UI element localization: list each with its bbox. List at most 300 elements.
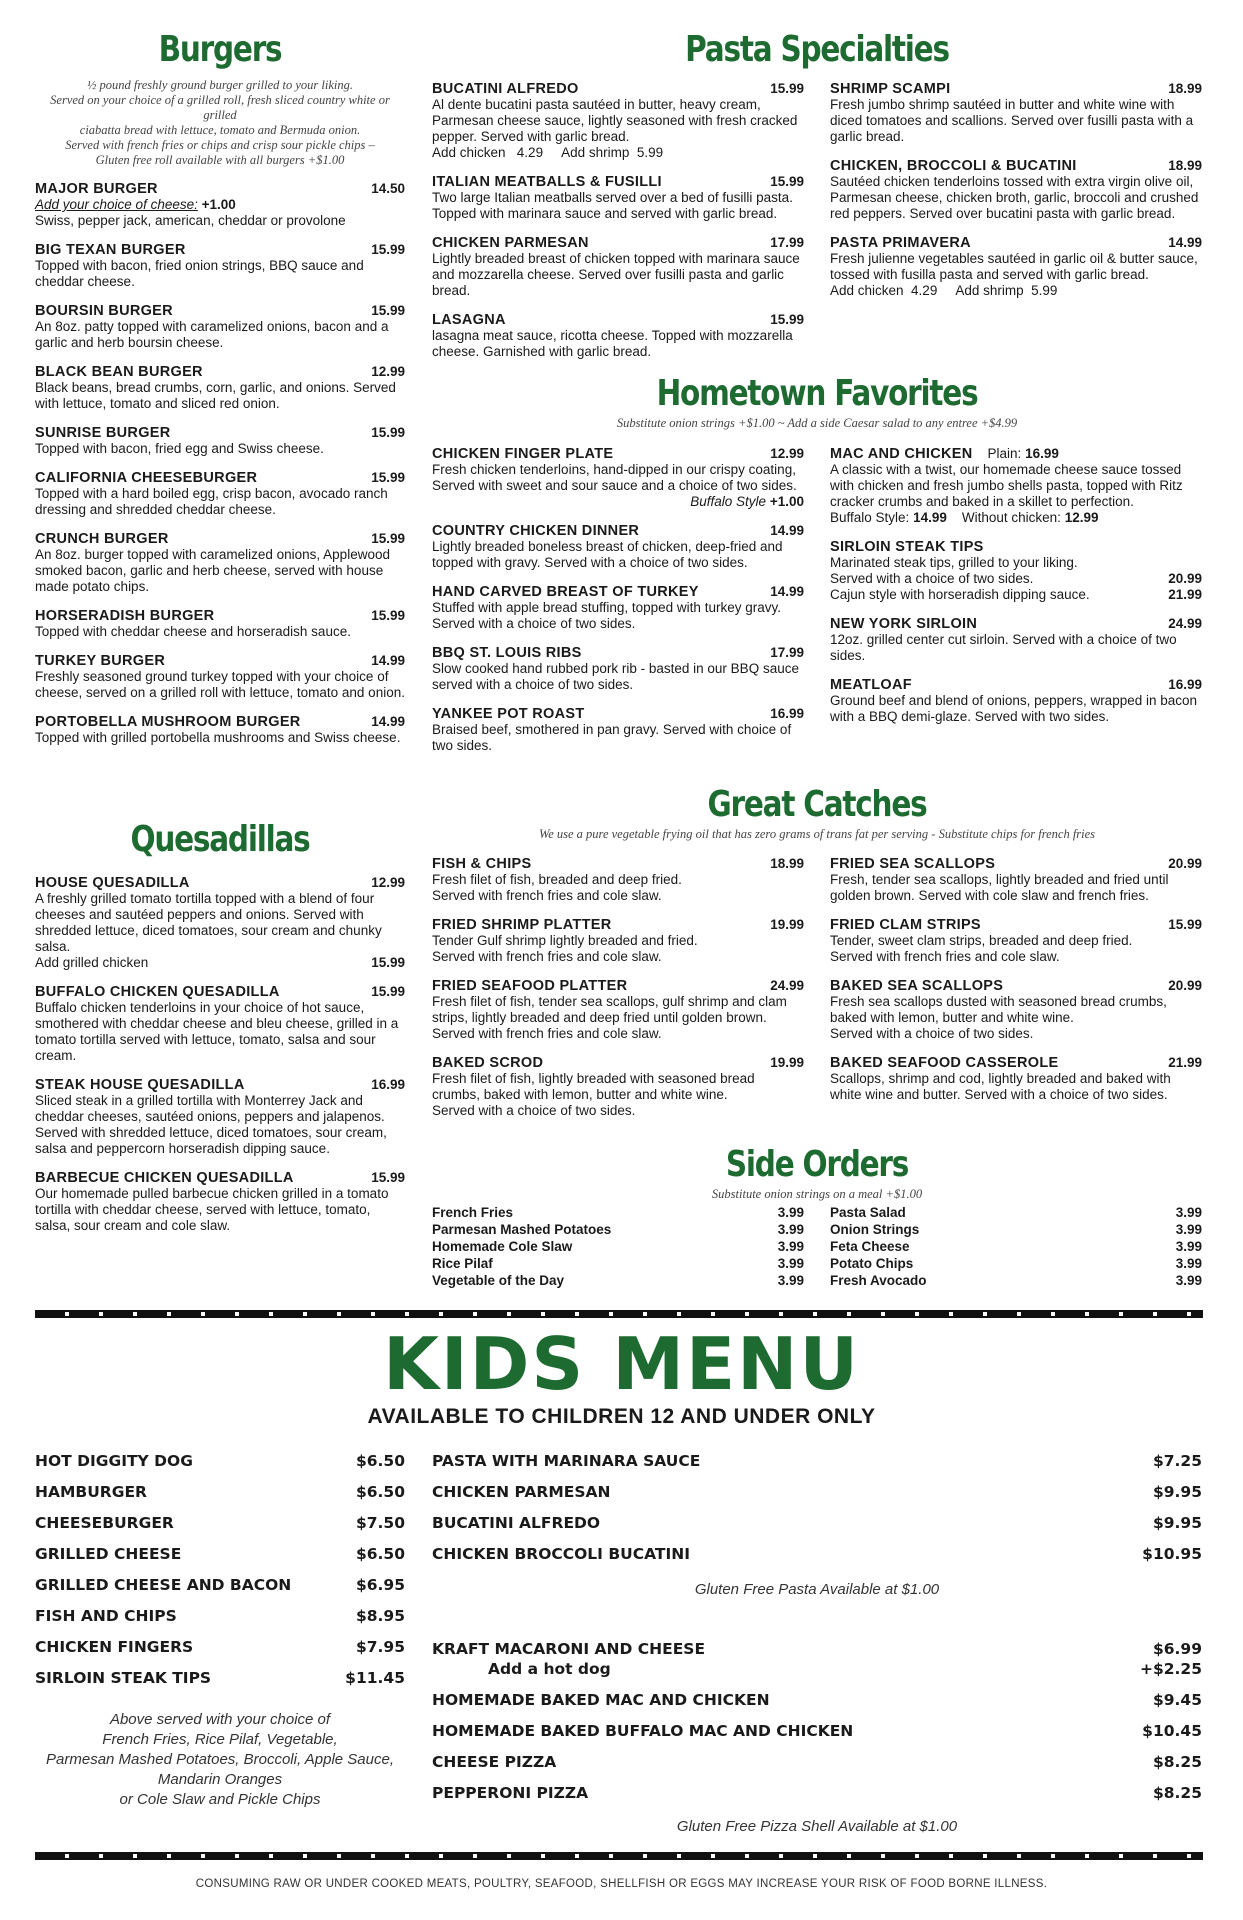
item-head	[432, 81, 804, 97]
menu-item	[830, 677, 1202, 725]
item-price: 14.99	[770, 584, 804, 599]
item-name: COUNTRY CHICKEN DINNER	[432, 523, 640, 539]
item-name: SHRIMP SCAMPI	[830, 81, 951, 97]
kids-item	[35, 1607, 405, 1638]
kid-price: $8.95	[355, 1607, 405, 1625]
side-name: Fresh Avocado	[830, 1273, 927, 1288]
kid-price: $11.45	[345, 1669, 405, 1687]
item-head	[432, 706, 804, 722]
mac-without-label: Without chicken:	[961, 510, 1061, 525]
kids-item	[35, 1638, 405, 1669]
burgers-intro	[35, 78, 405, 168]
menu-item	[432, 523, 804, 571]
item-price: 15.99	[371, 242, 405, 257]
burgers-section	[35, 28, 405, 1233]
item-head	[432, 856, 804, 872]
item-desc: A freshly grilled tomato tortilla topped with a blend of four cheeses and sautéed peppers and onions. Served with shredded lettuce, diced tomatoes, sour cream and chunky salsa.	[35, 891, 382, 954]
menu-item	[35, 608, 405, 640]
kid-price: $6.50	[355, 1545, 405, 1563]
side-name: French Fries	[432, 1205, 514, 1220]
menu-item	[432, 856, 804, 904]
item-name: FRIED SEAFOOD PLATTER	[432, 978, 628, 994]
item-price: 15.99	[371, 470, 405, 485]
kids-item	[35, 1483, 405, 1514]
pasta-header	[432, 28, 1202, 72]
item-head	[432, 235, 804, 251]
item-desc: Topped with bacon, fried egg and Swiss cheese.	[35, 441, 324, 456]
item-price: 15.99	[371, 531, 405, 546]
item-desc: lasagna meat sauce, ricotta cheese. Topped with mozzarella cheese. Garnished with garlic bread.	[432, 328, 793, 359]
kids-item	[432, 1640, 1202, 1660]
divider-top	[35, 1310, 1203, 1318]
item-price: 15.99	[371, 1170, 405, 1185]
kid-price: $9.45	[1152, 1691, 1202, 1709]
menu-item	[432, 584, 804, 632]
side-name: Feta Cheese	[830, 1239, 910, 1254]
item-head	[35, 531, 405, 547]
item-desc: Fresh filet of fish, lightly breaded with seasoned bread crumbs, baked with lemon, butter and white wine.	[432, 1071, 755, 1102]
item-name: NEW YORK SIRLOIN	[830, 616, 978, 632]
item-desc-2: Served with french fries and cole slaw.	[432, 888, 662, 903]
item-name: MAC AND CHICKEN	[830, 446, 973, 462]
note-line: Above served with your choice of	[109, 1711, 331, 1728]
sides-title: Side Orders	[725, 1144, 909, 1185]
menu-item	[830, 539, 1202, 603]
item-price: 15.99	[371, 608, 405, 623]
item-desc: A classic with a twist, our homemade cheese sauce tossed with chicken and fresh jumbo shells pasta, topped with Ritz cracker crumbs and baked in a skillet to perfection.	[830, 462, 1183, 509]
item-name: FRIED CLAM STRIPS	[830, 917, 981, 933]
side-price: 3.99	[1175, 1205, 1202, 1220]
item-price: 18.99	[1168, 158, 1202, 173]
item-name: BAKED SCROD	[432, 1055, 544, 1071]
hometown-header	[432, 372, 1202, 431]
intro-line: Gluten free roll available with all burgers +$1.00	[95, 153, 345, 167]
item-head	[432, 523, 804, 539]
item-price: 18.99	[770, 856, 804, 871]
mac-plain-label: Plain:	[987, 446, 1022, 461]
quesadillas-title: Quesadillas	[130, 819, 310, 860]
item-name: BAKED SEA SCALLOPS	[830, 978, 1004, 994]
item-name: CRUNCH BURGER	[35, 531, 169, 547]
kids-title: KIDS MENU	[383, 1322, 860, 1406]
item-price: 20.99	[1168, 978, 1202, 993]
item-desc: Marinated steak tips, grilled to your liking.	[830, 555, 1078, 570]
item-price: 15.99	[371, 984, 405, 999]
item-price: 14.50	[371, 181, 405, 196]
menu-item	[35, 531, 405, 595]
item-desc: Fresh, tender sea scallops, lightly breaded and fried until golden brown. Served with cole slaw and french fries.	[830, 872, 1169, 903]
kid-name: KRAFT MACARONI AND CHEESE	[432, 1640, 706, 1658]
item-head	[35, 608, 405, 624]
item-name: PASTA PRIMAVERA	[830, 235, 971, 251]
item-desc: Tender Gulf shrimp lightly breaded and fried.	[432, 933, 698, 948]
item-name: BOURSIN BURGER	[35, 303, 173, 319]
catches-title: Great Catches	[707, 784, 927, 825]
kid-name: FISH AND CHIPS	[35, 1607, 177, 1625]
kid-price: $6.50	[355, 1452, 405, 1470]
gluten-free-pizza-note: Gluten Free Pizza Shell Available at $1.00	[676, 1818, 958, 1835]
kids-item	[432, 1452, 1202, 1483]
menu-item	[35, 425, 405, 457]
item-desc: Braised beef, smothered in pan gravy. Served with choice of two sides.	[432, 722, 792, 753]
item-price: 15.99	[770, 312, 804, 327]
item-name: SUNRISE BURGER	[35, 425, 171, 441]
item-price: 16.99	[770, 706, 804, 721]
item-head	[432, 584, 804, 600]
hometown-left-column	[432, 433, 804, 754]
item-price: 17.99	[770, 645, 804, 660]
item-head	[830, 158, 1202, 174]
menu-item	[830, 1055, 1202, 1103]
item-desc: Slow cooked hand rubbed pork rib - basted in our BBQ sauce served with a choice of two sides.	[432, 661, 799, 692]
side-price: 3.99	[777, 1239, 804, 1254]
kids-left-column	[35, 1452, 405, 1700]
intro-line: ½ pound freshly ground burger grilled to your liking.	[87, 78, 353, 92]
intro-line: ciabatta bread with lettuce, tomato and Bermuda onion.	[79, 123, 361, 137]
kid-price: $7.50	[355, 1514, 405, 1532]
item-desc-2: Served with french fries and cole slaw.	[830, 949, 1060, 964]
intro-line: Served with french fries or chips and crisp sour pickle chips –	[65, 138, 375, 152]
item-desc: Stuffed with apple bread stuffing, topped with turkey gravy. Served with a choice of two sides.	[432, 600, 781, 631]
kids-item	[35, 1452, 405, 1483]
item-name: MEATLOAF	[830, 677, 912, 693]
add-ons: Add chicken 4.29 Add shrimp 5.99	[432, 145, 664, 160]
side-price: 3.99	[777, 1222, 804, 1237]
kids-item	[35, 1545, 405, 1576]
style-price: +1.00	[769, 494, 804, 509]
item-head	[432, 917, 804, 933]
item-name: MAJOR BURGER	[35, 181, 158, 197]
mac-buffalo-label: Buffalo Style:	[830, 510, 910, 525]
item-price: 14.99	[371, 714, 405, 729]
item-price: 19.99	[770, 917, 804, 932]
item-name: CALIFORNIA CHEESEBURGER	[35, 470, 258, 486]
side-price: 3.99	[777, 1256, 804, 1271]
note-line: French Fries, Rice Pilaf, Vegetable,	[102, 1731, 338, 1748]
menu-item	[35, 1170, 405, 1234]
item-desc: Scallops, shrimp and cod, lightly breaded and baked with white wine and butter. Served with a choice of two sides.	[830, 1071, 1171, 1102]
menu-item	[432, 235, 804, 299]
pasta-title: Pasta Specialties	[685, 29, 949, 70]
item-price: 14.99	[371, 653, 405, 668]
menu-item	[432, 81, 804, 161]
item-price: 15.99	[371, 303, 405, 318]
item-desc: An 8oz. patty topped with caramelized onions, bacon and a garlic and herb boursin cheese.	[35, 319, 389, 350]
style-label: Buffalo Style	[690, 494, 767, 509]
sides-header	[432, 1143, 1202, 1202]
item-name: FRIED SHRIMP PLATTER	[432, 917, 612, 933]
menu-item	[432, 706, 804, 754]
note-line: or Cole Slaw and Pickle Chips	[119, 1791, 321, 1808]
side-price: 3.99	[777, 1273, 804, 1288]
item-name: BUFFALO CHICKEN QUESADILLA	[35, 984, 280, 1000]
side-price: 3.99	[777, 1205, 804, 1220]
kid-price: $6.95	[355, 1576, 405, 1594]
kid-name: CHICKEN PARMESAN	[432, 1483, 611, 1501]
item-head	[35, 875, 405, 891]
mac-without-price: 12.99	[1064, 510, 1099, 525]
item-desc: An 8oz. burger topped with caramelized onions, Applewood smoked bacon, garlic and herb cheese, served with house made potato chips.	[35, 547, 390, 594]
item-name: SIRLOIN STEAK TIPS	[830, 539, 984, 555]
kids-item	[432, 1722, 1202, 1753]
kid-name: CHEESE PIZZA	[432, 1753, 557, 1771]
side-item	[432, 1204, 804, 1221]
side-item	[432, 1221, 804, 1238]
item-head	[432, 978, 804, 994]
menu-item	[830, 616, 1202, 664]
side-item	[830, 1255, 1202, 1272]
item-desc: Topped with a hard boiled egg, crisp bacon, avocado ranch dressing and shredded cheddar cheese.	[35, 486, 388, 517]
item-price: 19.99	[770, 1055, 804, 1070]
item-name: BIG TEXAN BURGER	[35, 242, 186, 258]
item-desc: Fresh julienne vegetables sautéed in garlic oil & butter sauce, tossed with fusilla pasta and served with garlic bread.	[830, 251, 1198, 282]
kids-right-column	[432, 1452, 1202, 1837]
hometown-subtitle: Substitute onion strings +$1.00 ~ Add a side Caesar salad to any entree +$4.99	[616, 416, 1018, 430]
menu-item	[432, 645, 804, 693]
kids-left-note	[35, 1710, 405, 1810]
item-price: 21.99	[1168, 1055, 1202, 1070]
menu-item	[830, 81, 1202, 145]
side-price: 3.99	[1175, 1273, 1202, 1288]
add-ons: Add chicken 4.29 Add shrimp 5.99	[830, 283, 1058, 298]
sides-right-column	[830, 1204, 1202, 1289]
item-head	[35, 984, 405, 1000]
kids-subtitle: AVAILABLE TO CHILDREN 12 AND UNDER ONLY	[367, 1405, 876, 1428]
quesadillas-section	[35, 818, 405, 1234]
item-price: 15.99	[371, 425, 405, 440]
item-head	[830, 856, 1202, 872]
menu-item	[432, 174, 804, 222]
kids-item	[432, 1691, 1202, 1722]
item-price: 14.99	[1168, 235, 1202, 250]
kid-price: $10.45	[1142, 1722, 1202, 1740]
menu-item	[35, 1077, 405, 1157]
item-desc: Ground beef and blend of onions, peppers, wrapped in bacon with a BBQ demi-glaze. Served with two sides.	[830, 693, 1198, 724]
item-desc: Al dente bucatini pasta sautéed in butter, heavy cream, Parmesan cheese sauce, lightly seasoned with fresh cracked pepper. Served with garlic bread.	[432, 97, 798, 144]
item-desc: Topped with cheddar cheese and horseradish sauce.	[35, 624, 351, 639]
catches-subtitle: We use a pure vegetable frying oil that has zero grams of trans fat per serving - Substitute chips for french fries	[538, 827, 1096, 841]
side-name: Vegetable of the Day	[432, 1273, 565, 1288]
kid-name: HOMEMADE BAKED MAC AND CHICKEN	[432, 1691, 770, 1709]
item-desc: Fresh filet of fish, tender sea scallops, gulf shrimp and clam strips, lightly breaded and deep fried until golden brown.	[432, 994, 787, 1025]
item-name: BLACK BEAN BURGER	[35, 364, 203, 380]
item-price: 14.99	[770, 523, 804, 538]
kid-price: $9.95	[1152, 1483, 1202, 1501]
item-price: 24.99	[770, 978, 804, 993]
item-name: HAND CARVED BREAST OF TURKEY	[432, 584, 699, 600]
item-name: HORSERADISH BURGER	[35, 608, 215, 624]
item-head	[35, 181, 405, 197]
kids-item	[432, 1784, 1202, 1815]
cheese-choice-label: Add your choice of cheese:	[35, 197, 198, 212]
item-price: 20.99	[1168, 856, 1202, 871]
mac-plain-price: 16.99	[1025, 446, 1059, 461]
item-name: ITALIAN MEATBALLS & FUSILLI	[432, 174, 662, 190]
item-desc-2: Served with french fries and cole slaw.	[432, 949, 662, 964]
side-name: Rice Pilaf	[432, 1256, 493, 1271]
item-head	[35, 1170, 405, 1186]
kid-name: CHICKEN BROCCOLI BUCATINI	[432, 1545, 690, 1563]
item-head	[35, 714, 405, 730]
menu-item	[35, 470, 405, 518]
kid-name: SIRLOIN STEAK TIPS	[35, 1669, 212, 1687]
item-name: HOUSE QUESADILLA	[35, 875, 190, 891]
item-price: 12.99	[371, 875, 405, 890]
hometown-right-column	[830, 433, 1202, 725]
menu-item	[35, 984, 405, 1064]
menu-item	[432, 1055, 804, 1119]
sirloin-line1: Served with a choice of two sides.	[830, 571, 1034, 586]
item-head	[35, 425, 405, 441]
menu-item	[35, 714, 405, 746]
note-line: Mandarin Oranges	[157, 1771, 283, 1788]
item-name: BUCATINI ALFREDO	[432, 81, 579, 97]
item-price: 15.99	[770, 174, 804, 189]
item-price: 15.99	[1168, 917, 1202, 932]
item-desc: Sautéed chicken tenderloins tossed with extra virgin olive oil, Parmesan cheese, chicken broth, garlic, broccoli and crushed red peppers. Served over bucatini pasta with garlic bread.	[830, 174, 1199, 221]
item-desc: Two large Italian meatballs served over a bed of fusilli pasta. Topped with marinara sauce and served with garlic bread.	[432, 190, 793, 221]
catches-header	[432, 783, 1202, 842]
item-desc: Lightly breaded breast of chicken topped with marinara sauce and mozzarella cheese. Served over fusilli pasta and garlic bread.	[432, 251, 800, 298]
item-head	[830, 235, 1202, 251]
kid-name: CHICKEN FINGERS	[35, 1638, 194, 1656]
side-item	[830, 1238, 1202, 1255]
item-desc: Swiss, pepper jack, american, cheddar or provolone	[35, 213, 346, 228]
item-name: FRIED SEA SCALLOPS	[830, 856, 996, 872]
item-head	[35, 653, 405, 669]
menu-item	[830, 917, 1202, 965]
item-desc: Black beans, bread crumbs, corn, garlic, and onions. Served with lettuce, tomato and sliced red onion.	[35, 380, 396, 411]
item-head	[432, 645, 804, 661]
item-head	[432, 1055, 804, 1071]
kid-name: GRILLED CHEESE	[35, 1545, 182, 1563]
item-name: PORTOBELLA MUSHROOM BURGER	[35, 714, 301, 730]
kid-price: $10.95	[1142, 1545, 1202, 1563]
pasta-left-column	[432, 68, 804, 360]
kid-price: $6.50	[355, 1483, 405, 1501]
divider-bottom	[35, 1852, 1203, 1860]
menu-item	[35, 653, 405, 701]
catches-left-column	[432, 843, 804, 1119]
item-name: BBQ ST. LOUIS RIBS	[432, 645, 582, 661]
item-name: CHICKEN FINGER PLATE	[432, 446, 614, 462]
kid-name: HAMBURGER	[35, 1483, 147, 1501]
extra-label: Add grilled chicken	[35, 955, 149, 970]
item-price: 12.99	[371, 364, 405, 379]
intro-line: Served on your choice of a grilled roll, fresh sliced country white or grilled	[50, 93, 390, 122]
item-name: STEAK HOUSE QUESADILLA	[35, 1077, 245, 1093]
catches-right-column	[830, 843, 1202, 1103]
kid-name: HOT DIGGITY DOG	[35, 1452, 193, 1470]
burgers-title: Burgers	[158, 29, 282, 70]
menu-item	[35, 181, 405, 229]
item-name: CHICKEN, BROCCOLI & BUCATINI	[830, 158, 1077, 174]
item-desc: Lightly breaded boneless breast of chicken, deep-fried and topped with gravy. Served with a choice of two sides.	[432, 539, 783, 570]
menu-item	[830, 978, 1202, 1042]
kids-item	[432, 1483, 1202, 1514]
item-name: CHICKEN PARMESAN	[432, 235, 589, 251]
side-item	[432, 1255, 804, 1272]
item-head	[830, 81, 1202, 97]
kid-name: PEPPERONI PIZZA	[432, 1784, 589, 1802]
item-desc: Fresh chicken tenderloins, hand-dipped in our crispy coating, Served with sweet and sour sauce and a choice of two sides.	[432, 462, 797, 493]
kid-price: $9.95	[1152, 1514, 1202, 1532]
item-desc-2: Served with a choice of two sides.	[432, 1103, 636, 1118]
kids-item	[35, 1514, 405, 1545]
menu-item	[830, 158, 1202, 222]
item-desc: Fresh sea scallops dusted with seasoned bread crumbs, baked with lemon, butter and white wine.	[830, 994, 1167, 1025]
extra-price: 15.99	[371, 955, 405, 970]
kids-item	[35, 1669, 405, 1700]
sirloin-price2: 21.99	[1168, 587, 1202, 602]
item-desc: Sliced steak in a grilled tortilla with Monterrey Jack and cheddar cheeses, sautéed onions, peppers and jalapenos. Served with shredded lettuce, diced tomatoes, sour cream, salsa and peppercorn horseradish dipping sauce.	[35, 1093, 387, 1156]
menu-item	[432, 312, 804, 360]
gluten-free-pasta-note: Gluten Free Pasta Available at $1.00	[694, 1581, 940, 1598]
kid-price: $8.25	[1152, 1784, 1202, 1802]
item-price: 12.99	[770, 446, 804, 461]
item-desc: Fresh jumbo shrimp sautéed in butter and white wine with diced tomatoes and scallions. Served over fusilli pasta with a garlic bread.	[830, 97, 1194, 144]
menu-item	[35, 303, 405, 351]
item-desc: 12oz. grilled center cut sirloin. Served with a choice of two sides.	[830, 632, 1177, 663]
item-name: BAKED SEAFOOD CASSEROLE	[830, 1055, 1059, 1071]
side-item	[432, 1238, 804, 1255]
side-item	[830, 1204, 1202, 1221]
kid-price: $6.99	[1152, 1640, 1202, 1658]
side-item	[432, 1272, 804, 1289]
extra-row	[35, 955, 405, 971]
item-desc: Fresh filet of fish, breaded and deep fried.	[432, 872, 682, 887]
item-name: YANKEE POT ROAST	[432, 706, 585, 722]
kids-subitem	[432, 1660, 1202, 1691]
cheese-choice	[35, 197, 405, 213]
food-safety-disclaimer: CONSUMING RAW OR UNDER COOKED MEATS, POULTRY, SEAFOOD, SHELLFISH OR EGGS MAY INCREASE YOUR RISK OF FOOD BORNE ILLNESS.	[195, 1878, 1048, 1890]
hometown-title: Hometown Favorites	[656, 373, 978, 414]
item-price: 24.99	[1168, 616, 1202, 631]
item-price: 16.99	[371, 1077, 405, 1092]
kid-name: CHEESEBURGER	[35, 1514, 174, 1532]
style-row	[432, 494, 804, 510]
menu-item	[35, 364, 405, 412]
sirloin-line2: Cajun style with horseradish dipping sauce.	[830, 587, 1090, 602]
sides-subtitle: Substitute onion strings on a meal +$1.00	[711, 1187, 923, 1201]
note-line: Parmesan Mashed Potatoes, Broccoli, Apple Sauce,	[46, 1751, 394, 1768]
item-head	[830, 917, 1202, 933]
item-desc: Our homemade pulled barbecue chicken grilled in a tomato tortilla with cheddar cheese, served with lettuce, tomato, salsa, sour cream and cole slaw.	[35, 1186, 389, 1233]
menu-item	[830, 235, 1202, 299]
cheese-choice-price: +1.00	[201, 197, 236, 212]
kid-sub-name: Add a hot dog	[488, 1660, 611, 1678]
side-item	[830, 1272, 1202, 1289]
kid-price: $7.95	[355, 1638, 405, 1656]
item-desc: Topped with bacon, fried onion strings, BBQ sauce and cheddar cheese.	[35, 258, 364, 289]
item-head	[830, 978, 1202, 994]
item-head	[432, 312, 804, 328]
item-price: 16.99	[1168, 677, 1202, 692]
mac-buffalo-price: 14.99	[913, 510, 947, 525]
sirloin-price1: 20.99	[1168, 571, 1202, 586]
kids-item	[35, 1576, 405, 1607]
side-name: Parmesan Mashed Potatoes	[432, 1222, 612, 1237]
item-head	[432, 446, 804, 462]
item-price: 17.99	[770, 235, 804, 250]
menu-item	[432, 978, 804, 1042]
kid-price: $8.25	[1152, 1753, 1202, 1771]
menu-item	[35, 242, 405, 290]
item-name: LASAGNA	[432, 312, 506, 328]
menu-item	[830, 856, 1202, 904]
side-name: Pasta Salad	[830, 1205, 906, 1220]
side-item	[830, 1221, 1202, 1238]
